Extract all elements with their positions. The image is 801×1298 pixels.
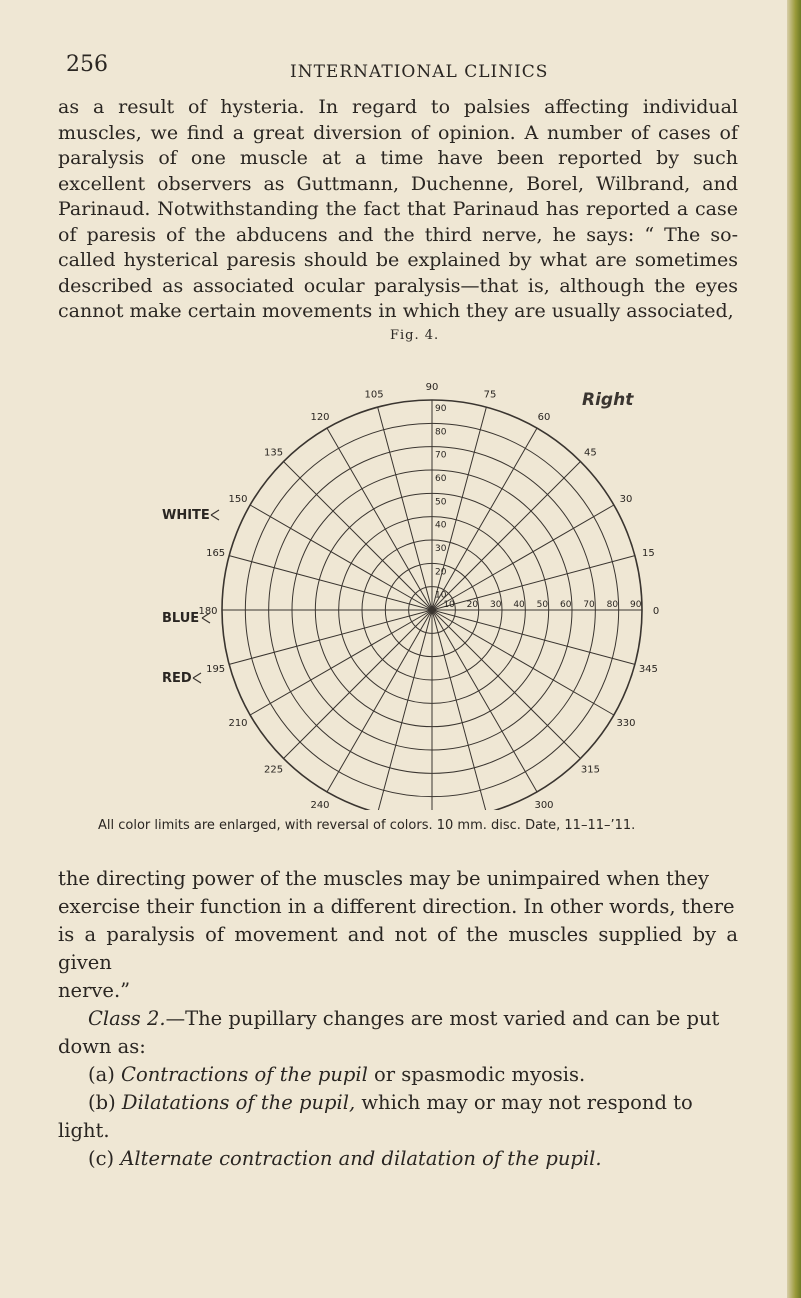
meridian-line: [229, 610, 432, 664]
arrow-icon: [193, 673, 201, 683]
meridian-line: [378, 610, 432, 810]
ring-label: 50: [435, 497, 447, 508]
ring-label: 90: [630, 600, 642, 610]
meridian-line: [229, 556, 432, 610]
ring-label: 80: [435, 427, 447, 438]
item-title: Alternate contraction and dilatation of the pupil.: [120, 1147, 602, 1170]
meridian-line: [432, 610, 635, 664]
text-line: exercise their function in a different direction. In other words, there: [58, 895, 735, 918]
top-paragraph: as a result of hysteria. In regard to palsies affecting individual muscles, we find a great diversion of opinion. A number of cases of paralysis of one muscle at a time have been reported by such excellent observers as Guttmann, Duchenne, Borel, Wilbrand, and Parinaud. Notwithstanding the fact that Parinaud has reported a case of paresis of the abducens and the third nerve, he says: “ The so-called hysterical paresis should be explained by what are sometimes described as associated ocular paralysis—that is, although the eyes cannot make certain movements in which they are usually associated,: [58, 96, 738, 322]
ring-label: 50: [536, 600, 549, 610]
ring-label: 70: [583, 600, 595, 610]
handwritten-right-label: Right: [582, 390, 634, 410]
meridian-line: [432, 610, 486, 810]
text-line: the directing power of the muscles may be unimpaired when they: [58, 867, 709, 890]
angle-label: 150: [228, 494, 248, 505]
item-title: Dilatations of the pupil,: [121, 1091, 356, 1114]
meridian-line: [284, 610, 432, 758]
angle-label: 195: [206, 663, 226, 675]
ring-label: 60: [560, 600, 572, 610]
ring-label: 20: [435, 567, 447, 578]
angle-label: 30: [619, 494, 633, 505]
angle-label: 345: [638, 663, 658, 675]
ring-label: 60: [435, 474, 447, 484]
angle-label: 90: [425, 382, 439, 393]
page-number: 256: [66, 52, 108, 77]
ring-label: 40: [435, 520, 447, 531]
angle-label: 210: [228, 718, 248, 729]
ring-label: 30: [490, 600, 502, 610]
angle-label: 165: [206, 548, 226, 560]
text-line: is a paralysis of movement and not of the muscles supplied by a given: [58, 923, 738, 974]
ring-label: 10: [443, 600, 455, 610]
class-text: —The pupillary changes are most varied and can be put: [165, 1007, 720, 1030]
angle-label: 60: [537, 412, 551, 424]
figure-caption: All color limits are enlarged, with reversal of colors. 10 mm. disc. Date, 11–11–’11.: [98, 818, 636, 833]
angle-label: 105: [364, 389, 384, 401]
angle-label: 15: [642, 548, 655, 560]
angle-label: 300: [534, 799, 554, 810]
angle-label: 330: [616, 718, 636, 729]
angle-label: 75: [483, 389, 497, 401]
running-head: INTERNATIONAL CLINICS: [290, 62, 549, 82]
ring-label: 40: [513, 600, 525, 610]
meridian-line: [432, 610, 580, 758]
item-text: which may or may not respond to: [355, 1091, 693, 1114]
list-item-b: [58, 1089, 738, 1117]
class-paragraph: [58, 1005, 738, 1033]
page-edge: [787, 0, 801, 1298]
list-item-c: [58, 1145, 738, 1173]
angle-label: 315: [580, 764, 600, 776]
bottom-text: [58, 865, 738, 1173]
angle-label: 45: [584, 447, 597, 459]
angle-label: 240: [310, 799, 330, 810]
figure-label: Fig. 4.: [390, 328, 440, 343]
item-label: (a): [88, 1063, 115, 1086]
item-label: (c): [88, 1147, 115, 1170]
angle-label: 0: [652, 606, 660, 617]
angle-label: 180: [198, 606, 218, 617]
angle-label: 225: [264, 764, 284, 776]
meridian-line: [432, 556, 635, 610]
text-line: light.: [58, 1119, 110, 1142]
meridian-line: [284, 462, 432, 610]
text-line: nerve.”: [58, 979, 131, 1002]
item-text: or spasmodic myosis.: [367, 1063, 586, 1086]
ring-label: 90: [435, 404, 447, 414]
side-label: RED: [162, 671, 192, 686]
side-label: BLUE: [162, 611, 200, 626]
meridian-line: [432, 407, 486, 610]
ring-label: 80: [606, 600, 619, 610]
ring-label: 70: [435, 450, 447, 461]
perimetry-grid: [222, 400, 642, 810]
perimetry-labels: [162, 382, 659, 810]
item-label: (b): [88, 1091, 116, 1114]
angle-label: 120: [310, 412, 330, 424]
list-item-a: [58, 1061, 738, 1089]
item-title: Contractions of the pupil: [121, 1063, 368, 1086]
ring-label: 30: [435, 544, 447, 554]
perimetry-chart: [160, 340, 660, 810]
arrow-icon: [211, 510, 219, 520]
text-line: down as:: [58, 1035, 146, 1058]
meridian-line: [378, 407, 432, 610]
ring-label: 20: [466, 600, 479, 610]
meridian-line: [432, 462, 580, 610]
ring-label: 10: [435, 590, 447, 601]
angle-label: 135: [264, 447, 284, 459]
class-heading: Class 2.: [88, 1007, 166, 1030]
side-label: WHITE: [162, 508, 210, 523]
